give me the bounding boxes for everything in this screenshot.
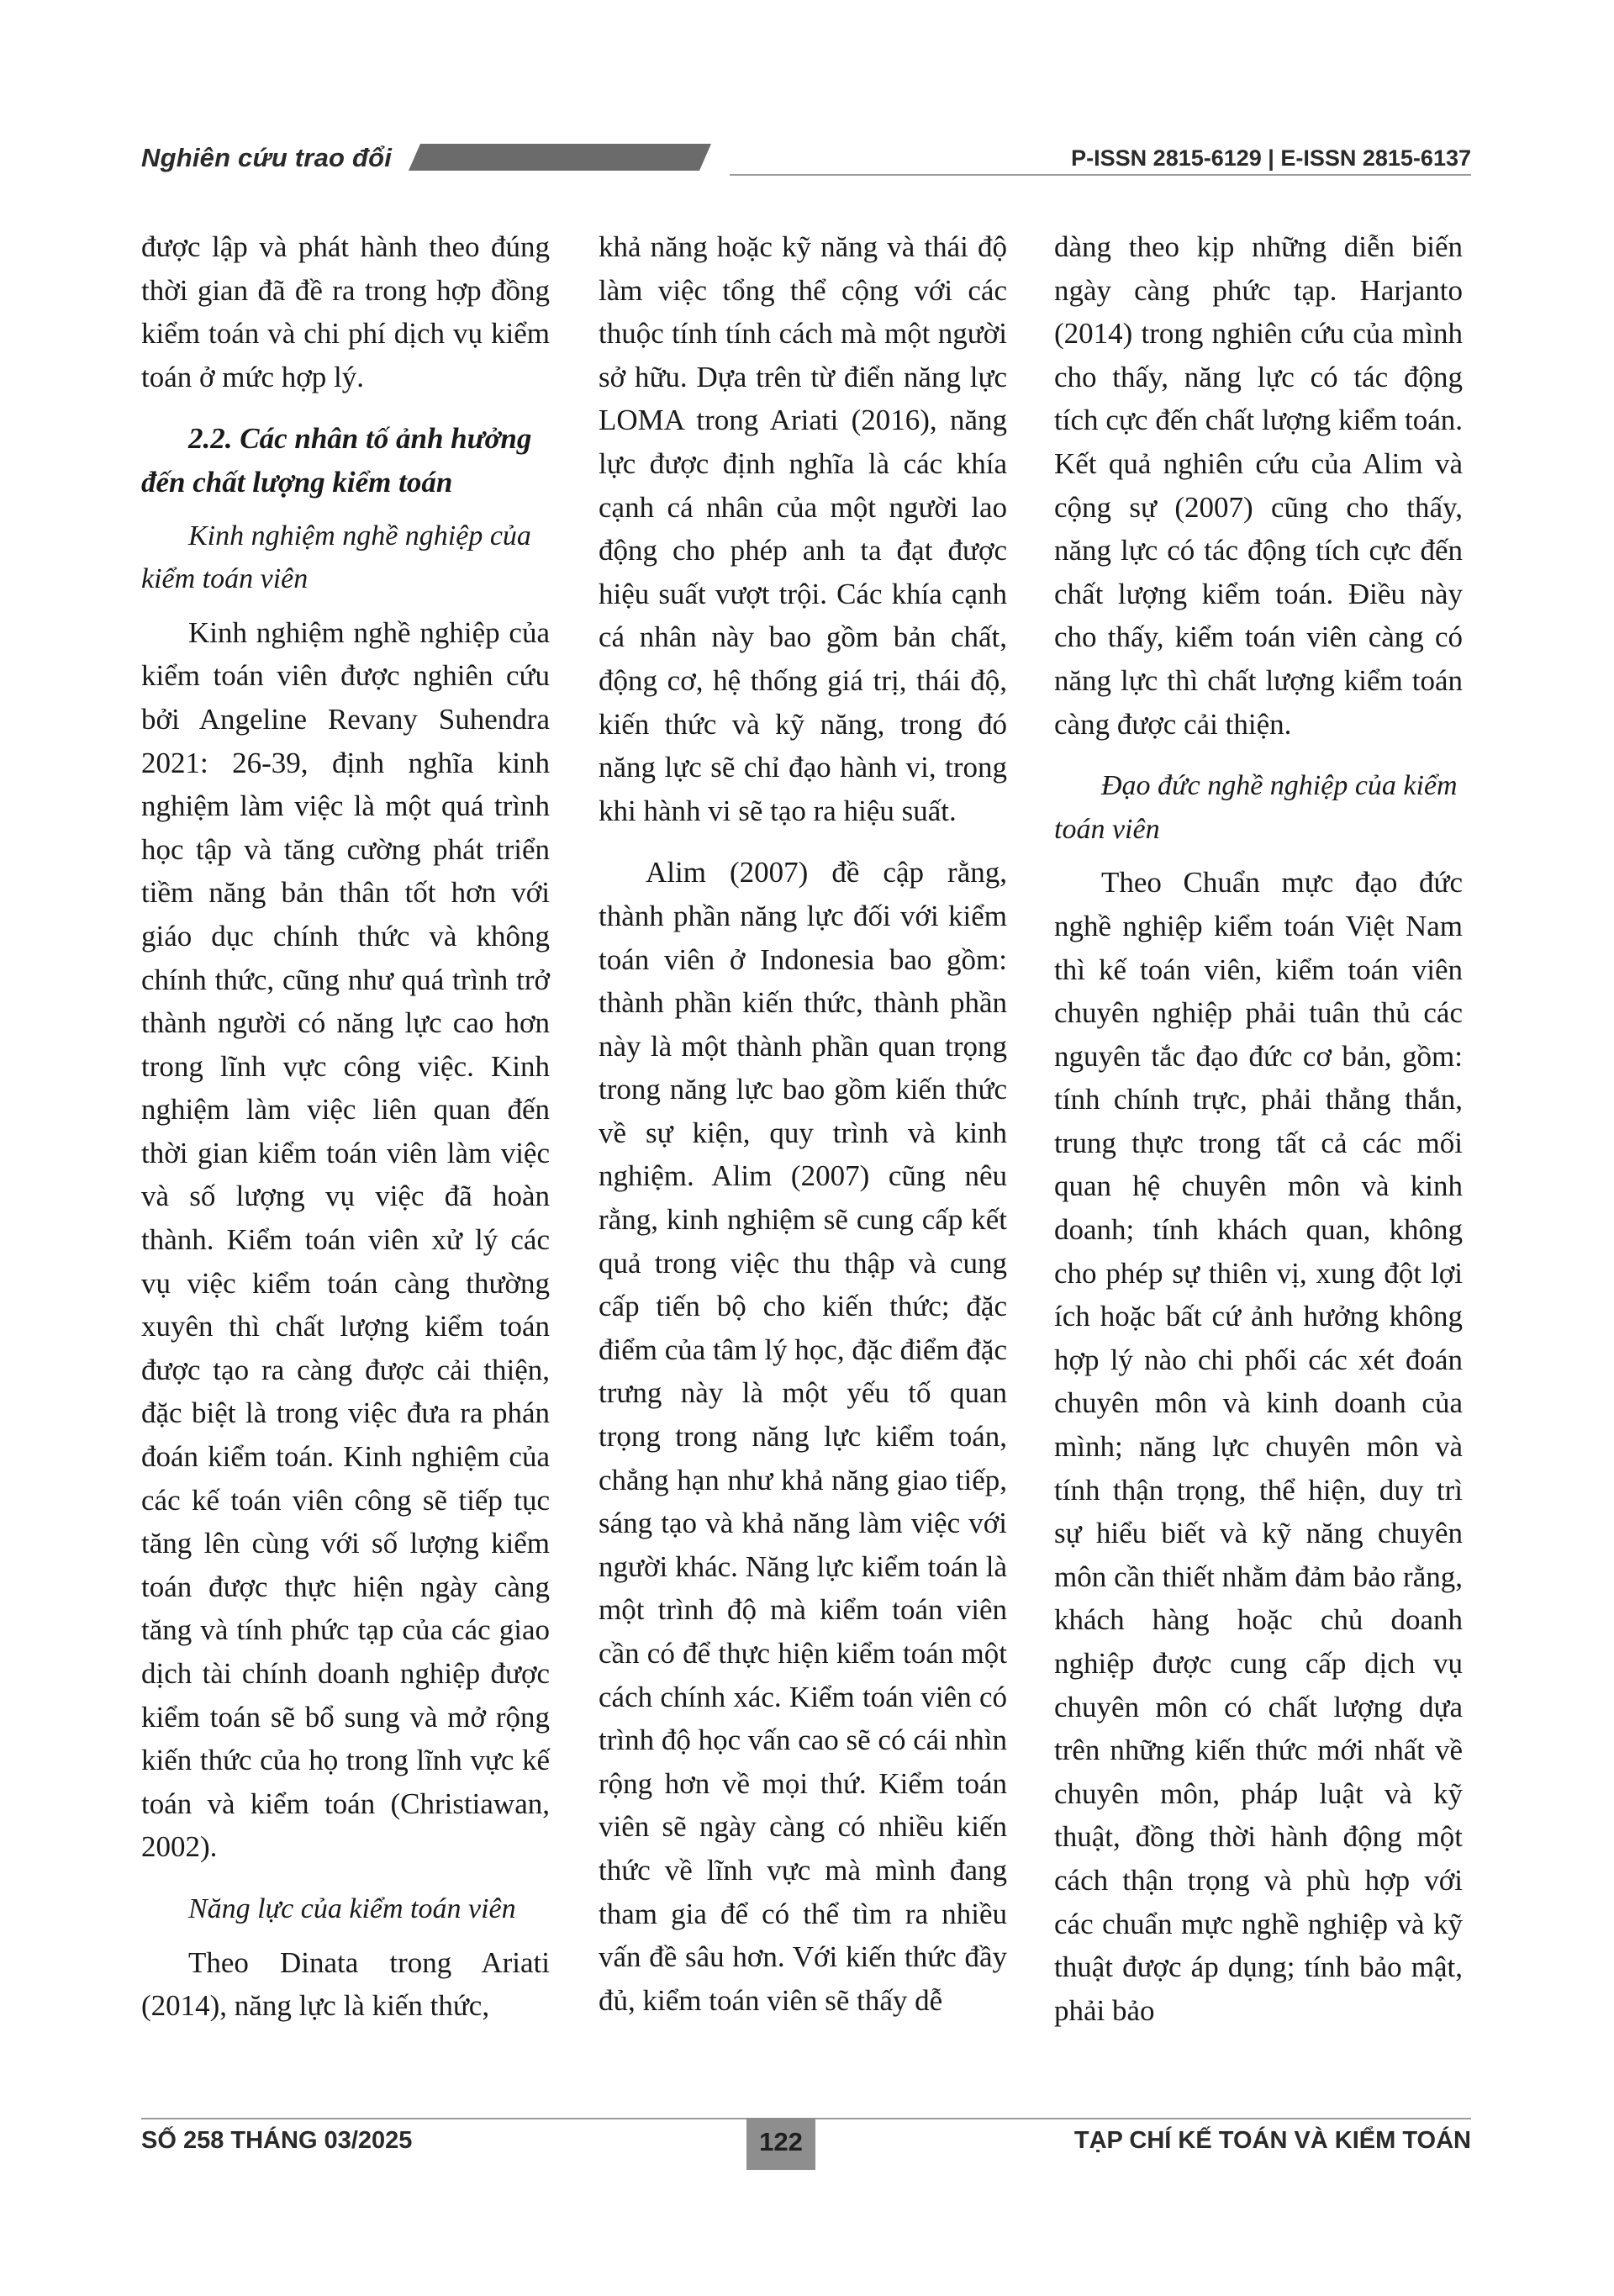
body-paragraph: Theo Dinata trong Ariati (2014), năng lực là kiến thức, <box>141 1945 550 2023</box>
issn-label: P-ISSN 2815-6129 | E-ISSN 2815-6137 <box>1071 145 1471 171</box>
continuation-paragraph: khả năng hoặc kỹ năng và thái độ làm việc tổng thể cộng với các thuộc tính tính cách mà một người sở hữu. Dựa trên từ điển năng lực LOMA trong Ariati (2016), năng lực được định nghĩa là các khía cạnh cá nhân của một người lao động cho phép anh ta đạt được hiệu suất vượt trội. Các khía cạnh cá nhân này bao gồm bản chất, động cơ, hệ thống giá trị, thái độ, kiến thức và kỹ năng, trong đó năng lực sẽ chỉ đạo hành vi, trong khi hành vi sẽ tạo ra hiệu suất. <box>599 230 1007 827</box>
text-column-3 <box>1054 225 1463 2032</box>
subsection-heading: Đạo đức nghề nghiệp của kiểm toán viên <box>1054 770 1458 845</box>
header-decorative-bar <box>409 144 711 171</box>
body-paragraph: Theo Chuẩn mực đạo đức nghề nghiệp kiểm toán Việt Nam thì kế toán viên, kiểm toán viên chuyên nghiệp phải tuân thủ các nguyên tắc đạo đức cơ bản, gồm: tính chính trực, phải thẳng thắn, trung thực trong tất cả các mối quan hệ chuyên môn và kinh doanh; tính khách quan, không cho phép sự thiên vị, xung đột lợi ích hoặc bất cứ ảnh hưởng không hợp lý nào chi phối các xét đoán chuyên môn và kinh doanh của mình; năng lực chuyên môn và tính thận trọng, thể hiện, duy trì sự hiểu biết và kỹ năng chuyên môn cần thiết nhằm đảm bảo rằng, khách hàng hoặc chủ doanh nghiệp được cung cấp dịch vụ chuyên môn có chất lượng dựa trên những kiến thức mới nhất về chuyên môn, pháp luật và kỹ thuật, đồng thời hành động một cách thận trọng và phù hợp với các chuẩn mực nghề nghiệp và kỹ thuật được áp dụng; tính bảo mật, phải bảo <box>1054 866 1463 2027</box>
running-header <box>141 141 1471 175</box>
continuation-paragraph: dàng theo kịp những diễn biến ngày càng phức tạp. Harjanto (2014) trong nghiên cứu của mình cho thấy, năng lực có tác động tích cực đến chất lượng kiểm toán. Kết quả nghiên cứu của Alim và cộng sự (2007) cũng cho thấy, năng lực có tác động tích cực đến chất lượng kiểm toán. Điều này cho thấy, kiểm toán viên càng có năng lực thì chất lượng kiểm toán càng được cải thiện. <box>1054 230 1463 741</box>
continuation-paragraph: được lập và phát hành theo đúng thời gian đã đề ra trong hợp đồng kiểm toán và chi phí dịch vụ kiểm toán ở mức hợp lý. <box>141 230 550 393</box>
body-paragraph: Alim (2007) đề cập rằng, thành phần năng lực đối với kiểm toán viên ở Indonesia bao gồm: thành phần kiến thức, thành phần này là một thành phần quan trọng trong năng lực bao gồm kiến thức về sự kiện, quy trình và kinh nghiệm. Alim (2007) cũng nêu rằng, kinh nghiệm sẽ cung cấp kết quả trong việc thu thập và cung cấp tiến bộ cho kiến thức; đặc điểm của tâm lý học, đặc điểm đặc trưng này là một yếu tố quan trọng trong năng lực kiểm toán, chẳng hạn như khả năng giao tiếp, sáng tạo và khả năng làm việc với người khác. Năng lực kiểm toán là một trình độ mà kiểm toán viên cần có để thực hiện kiểm toán một cách chính xác. Kiểm toán viên có trình độ học vấn cao sẽ có cái nhìn rộng hơn về mọi thứ. Kiểm toán viên sẽ ngày càng có nhiều kiến thức về lĩnh vực mà mình đang tham gia để có thể tìm ra nhiều vấn đề sâu hơn. Với kiến thức đầy đủ, kiểm toán viên sẽ thấy dễ <box>599 856 1007 2017</box>
subsection-heading: Năng lực của kiểm toán viên <box>188 1892 516 1924</box>
body-paragraph: Kinh nghiệm nghề nghiệp của kiểm toán viên được nghiên cứu bởi Angeline Revany Suhendra 2021: 26-39, định nghĩa kinh nghiệm làm việc là một quá trình học tập và tăng cường phát triển tiềm năng bản thân tốt hơn với giáo dục chính thức và không chính thức, cũng như quá trình trở thành người có năng lực cao hơn trong lĩnh vực công việc. Kinh nghiệm làm việc liên quan đến thời gian kiểm toán viên làm việc và số lượng vụ việc đã hoàn thành. Kiểm toán viên xử lý các vụ việc kiểm toán càng thường xuyên thì chất lượng kiểm toán được tạo ra càng được cải thiện, đặc biệt là trong việc đưa ra phán đoán kiểm toán. Kinh nghiệm của các kế toán viên công sẽ tiếp tục tăng lên cùng với số lượng kiểm toán được thực hiện ngày càng tăng và tính phức tạp của các giao dịch tài chính doanh nghiệp được kiểm toán sẽ bổ sung và mở rộng kiến thức của họ trong lĩnh vực kế toán và kiểm toán (Christiawan, 2002). <box>141 615 550 1864</box>
page-number: 122 <box>759 2127 803 2156</box>
journal-name: TẠP CHÍ KẾ TOÁN VÀ KIỂM TOÁN <box>1073 2127 1471 2154</box>
text-column-2 <box>599 225 1007 2022</box>
issue-label: SỐ 258 THÁNG 03/2025 <box>141 2127 413 2154</box>
subsection-heading: Kinh nghiệm nghề nghiệp của kiểm toán viên <box>141 520 531 595</box>
text-column-1 <box>141 225 550 2028</box>
section-heading: 2.2. Các nhân tố ảnh hưởng đến chất lượng kiểm toán <box>141 422 532 499</box>
section-title: Nghiên cứu trao đổi <box>141 143 393 172</box>
